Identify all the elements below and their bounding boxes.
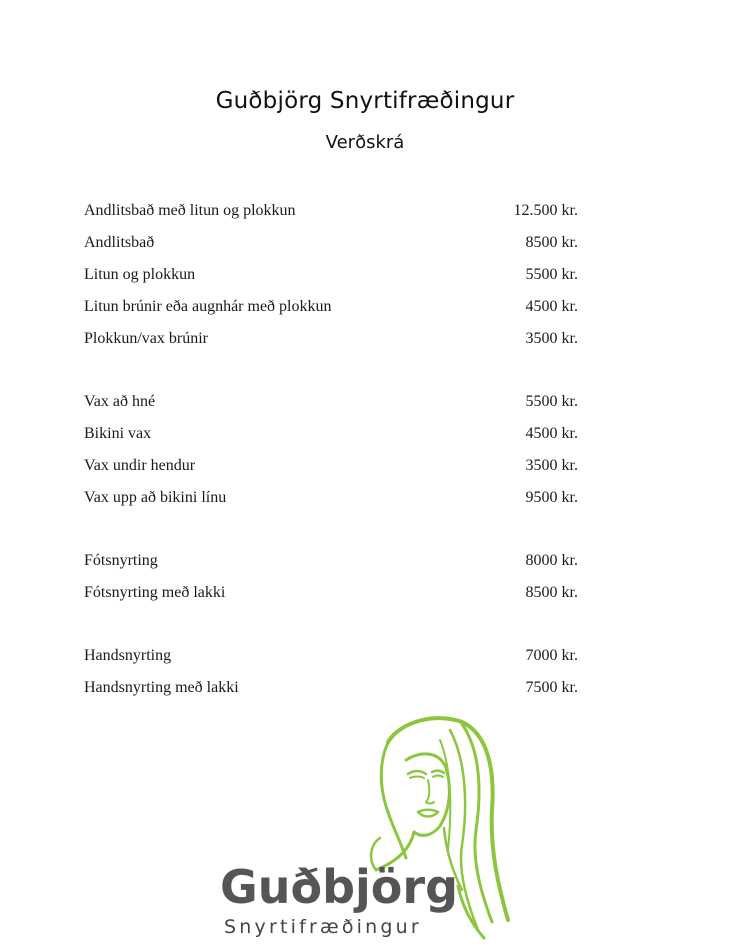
price-section — [84, 550, 578, 614]
service-name: Bikini vax — [84, 425, 152, 442]
service-name: Litun brúnir eða augnhár með plokkun — [84, 298, 332, 315]
price-row — [84, 264, 578, 296]
price-row — [84, 391, 578, 423]
price-list — [84, 200, 578, 709]
price-section — [84, 645, 578, 709]
service-price: 3500 kr. — [525, 457, 578, 474]
service-price: 9500 kr. — [525, 489, 578, 506]
price-row — [84, 200, 578, 232]
section-spacer — [84, 614, 578, 645]
price-row — [84, 550, 578, 582]
price-row — [84, 487, 578, 519]
service-price: 4500 kr. — [525, 298, 578, 315]
service-name: Plokkun/vax brúnir — [84, 330, 208, 347]
service-name: Fótsnyrting með lakki — [84, 584, 226, 601]
price-section — [84, 200, 578, 360]
service-name: Andlitsbað — [84, 234, 155, 251]
section-spacer — [84, 519, 578, 550]
price-row — [84, 423, 578, 455]
woman-face-line-art-icon — [200, 710, 530, 951]
service-price: 4500 kr. — [525, 425, 578, 442]
service-name: Vax undir hendur — [84, 457, 196, 474]
service-price: 12.500 kr. — [513, 202, 578, 219]
logo-subtitle: Snyrtifræðingur — [224, 916, 422, 938]
brand-logo — [200, 710, 530, 951]
price-section — [84, 391, 578, 519]
service-price: 3500 kr. — [525, 330, 578, 347]
service-price: 7500 kr. — [525, 679, 578, 696]
service-price: 5500 kr. — [525, 393, 578, 410]
price-row — [84, 296, 578, 328]
page-title: Guðbjörg Snyrtifræðingur — [215, 88, 515, 114]
service-price: 8500 kr. — [525, 234, 578, 251]
price-row — [84, 328, 578, 360]
service-name: Andlitsbað með litun og plokkun — [84, 202, 296, 219]
price-row — [84, 232, 578, 264]
price-row — [84, 677, 578, 709]
service-name: Litun og plokkun — [84, 266, 196, 283]
logo-name: Guðbjörg — [220, 860, 459, 914]
page-subtitle: Verðskrá — [325, 132, 405, 153]
service-name: Vax að hné — [84, 393, 156, 410]
service-price: 8000 kr. — [525, 552, 578, 569]
price-row — [84, 645, 578, 677]
service-price: 7000 kr. — [525, 647, 578, 664]
service-name: Fótsnyrting — [84, 552, 158, 569]
service-name: Handsnyrting með lakki — [84, 679, 239, 696]
service-name: Handsnyrting — [84, 647, 172, 664]
service-price: 8500 kr. — [525, 584, 578, 601]
service-name: Vax upp að bikini línu — [84, 489, 227, 506]
section-spacer — [84, 360, 578, 391]
price-row — [84, 455, 578, 487]
price-row — [84, 582, 578, 614]
service-price: 5500 kr. — [525, 266, 578, 283]
